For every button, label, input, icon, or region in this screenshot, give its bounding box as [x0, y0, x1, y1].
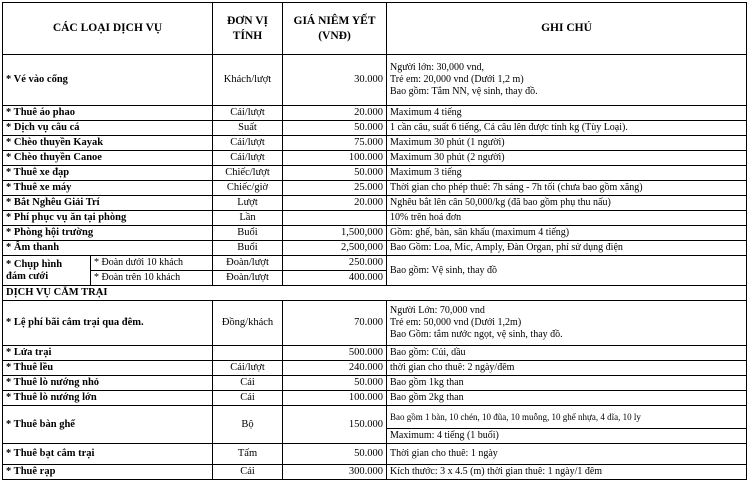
table-row	[3, 166, 747, 181]
unit-cell: Cái/lượt	[213, 106, 283, 121]
unit-cell: Chiếc/lượt	[213, 166, 283, 181]
price-cell: 500.000	[283, 346, 387, 361]
unit-cell: Lượt	[213, 196, 283, 211]
price-cell: 70.000	[283, 301, 387, 346]
unit-cell: Cái	[213, 376, 283, 391]
service-name: * Thuê áo phao	[3, 106, 213, 121]
service-name: * Lệ phí bãi cắm trại qua đêm.	[3, 301, 213, 346]
wedding-photo-name	[3, 256, 91, 286]
price-cell: 250.000	[283, 256, 387, 271]
note-cell: Nghêu bắt lên cân 50,000/kg (đã bao gồm phụ thu nấu)	[387, 196, 747, 211]
unit-cell: Chiếc/giờ	[213, 181, 283, 196]
table-row	[3, 121, 747, 136]
section-title: DỊCH VỤ CẮM TRẠI	[3, 286, 747, 301]
header-note: GHI CHÚ	[387, 3, 747, 55]
note-cell: Maximum 4 tiếng	[387, 106, 747, 121]
service-name: * Chèo thuyền Kayak	[3, 136, 213, 151]
table-row	[3, 181, 747, 196]
service-name: * Âm thanh	[3, 241, 213, 256]
note-cell: Gồm: ghế, bàn, sân khấu (maximum 4 tiếng)	[387, 226, 747, 241]
price-cell: 100.000	[283, 151, 387, 166]
service-name: * Dịch vụ câu cá	[3, 121, 213, 136]
note-cell: Maximum 30 phút (1 người)	[387, 136, 747, 151]
section-row	[3, 286, 747, 301]
table-row	[3, 406, 747, 429]
unit-cell: Cái/lượt	[213, 151, 283, 166]
price-table	[2, 2, 747, 480]
note-cell: Kích thước: 3 x 4.5 (m) thời gian thuê: 1 ngày/1 đêm	[387, 465, 747, 480]
table-row	[3, 241, 747, 256]
table-row	[3, 301, 747, 346]
note-cell: Bao gồm 1 bàn, 10 chén, 10 đũa, 10 muỗng, 10 ghế nhựa, 4 dĩa, 10 ly	[387, 406, 747, 429]
price-cell: 50.000	[283, 444, 387, 465]
note-cell: Thời gian cho thuê: 1 ngày	[387, 444, 747, 465]
service-name: * Chèo thuyền Canoe	[3, 151, 213, 166]
service-name: * Thuê xe máy	[3, 181, 213, 196]
unit-cell: Cái/lượt	[213, 136, 283, 151]
wedding-option: * Đoàn trên 10 khách	[91, 271, 213, 286]
price-cell: 50.000	[283, 166, 387, 181]
price-cell: 400.000	[283, 271, 387, 286]
service-name: * Thuê lều	[3, 361, 213, 376]
unit-cell	[213, 346, 283, 361]
service-name: * Thuê bạt cắm trại	[3, 444, 213, 465]
service-name: * Phí phục vụ ăn tại phòng	[3, 211, 213, 226]
table-row	[3, 226, 747, 241]
table-row	[3, 211, 747, 226]
unit-cell: Cái	[213, 391, 283, 406]
table-row	[3, 391, 747, 406]
price-cell: 300.000	[283, 465, 387, 480]
price-cell: 100.000	[283, 391, 387, 406]
unit-cell: Tấm	[213, 444, 283, 465]
note-line: Bao Gồm: tắm nước ngọt, vệ sinh, thay đồ.	[390, 329, 563, 340]
note-line: Trẻ em: 20,000 vnd (Dưới 1,2 m)	[390, 74, 524, 85]
service-name: * Thuê bàn ghế	[3, 406, 213, 444]
unit-cell: Đoàn/lượt	[213, 256, 283, 271]
price-cell: 2,500,000	[283, 241, 387, 256]
table-row	[3, 465, 747, 480]
table-row	[3, 361, 747, 376]
note-cell: 10% trên hoá đơn	[387, 211, 747, 226]
note-cell: Bao gồm 2kg than	[387, 391, 747, 406]
note-cell: Bao gồm 1kg than	[387, 376, 747, 391]
price-cell: 50.000	[283, 376, 387, 391]
note-cell: Bao Gồm: Loa, Mic, Amply, Đàn Organ, phí sử dụng điện	[387, 241, 747, 256]
note-cell: Maximum 3 tiếng	[387, 166, 747, 181]
price-cell: 30.000	[283, 55, 387, 106]
unit-cell: Lần	[213, 211, 283, 226]
price-cell: 20.000	[283, 106, 387, 121]
service-name: * Vé vào cổng	[3, 55, 213, 106]
price-cell: 75.000	[283, 136, 387, 151]
unit-cell: Suất	[213, 121, 283, 136]
unit-cell: Đoàn/lượt	[213, 271, 283, 286]
unit-cell: Cái/lượt	[213, 361, 283, 376]
unit-cell: Buổi	[213, 241, 283, 256]
price-cell: 50.000	[283, 121, 387, 136]
price-cell	[283, 211, 387, 226]
table-row	[3, 55, 747, 106]
note-line: Trẻ em: 50,000 vnd (Dưới 1,2m)	[390, 317, 522, 328]
header-price: GIÁ NIÊM YẾT (VNĐ)	[283, 3, 387, 55]
wedding-option: * Đoàn dưới 10 khách	[91, 256, 213, 271]
service-name: * Bắt Nghêu Giải Trí	[3, 196, 213, 211]
table-row	[3, 106, 747, 121]
service-name: * Lửa trại	[3, 346, 213, 361]
service-name: * Thuê rạp	[3, 465, 213, 480]
note-cell: Bao gồm: Vệ sinh, thay đồ	[387, 256, 747, 286]
service-name: * Thuê lò nướng lớn	[3, 391, 213, 406]
note-cell	[387, 55, 747, 106]
unit-cell: Cái	[213, 465, 283, 480]
service-name: * Phòng hội trường	[3, 226, 213, 241]
table-row	[3, 136, 747, 151]
unit-cell: Đồng/khách	[213, 301, 283, 346]
table-row	[3, 256, 747, 271]
note-cell: 1 cần câu, suất 6 tiếng, Cá câu lên được tính kg (Tùy Loại).	[387, 121, 747, 136]
wedding-name-line: đám cưới	[6, 270, 49, 282]
table-row	[3, 151, 747, 166]
note-cell	[387, 301, 747, 346]
unit-cell: Khách/lượt	[213, 55, 283, 106]
note-cell: Maximum: 4 tiếng (1 buổi)	[387, 429, 747, 444]
wedding-name-line: * Chụp hình	[6, 258, 63, 270]
note-line: Bao gồm: Tắm NN, vệ sinh, thay đồ.	[390, 86, 538, 97]
note-cell: Maximum 30 phút (2 người)	[387, 151, 747, 166]
header-unit: ĐƠN VỊ TÍNH	[213, 3, 283, 55]
header-service: CÁC LOẠI DỊCH VỤ	[3, 3, 213, 55]
unit-cell: Buổi	[213, 226, 283, 241]
price-cell: 20.000	[283, 196, 387, 211]
note-cell: thời gian cho thuê: 2 ngày/đêm	[387, 361, 747, 376]
table-row	[3, 376, 747, 391]
note-cell: Bao gồm: Củi, dầu	[387, 346, 747, 361]
note-cell: Thời gian cho phép thuê: 7h sáng - 7h tối (chưa bao gồm xăng)	[387, 181, 747, 196]
table-row	[3, 346, 747, 361]
price-cell: 240.000	[283, 361, 387, 376]
note-line: Người lớn: 30,000 vnd,	[390, 62, 485, 73]
service-name: * Thuê xe đạp	[3, 166, 213, 181]
header-row	[3, 3, 747, 55]
price-cell: 25.000	[283, 181, 387, 196]
service-name: * Thuê lò nướng nhỏ	[3, 376, 213, 391]
unit-cell: Bộ	[213, 406, 283, 444]
price-cell: 1,500,000	[283, 226, 387, 241]
table-row	[3, 196, 747, 211]
table-row	[3, 444, 747, 465]
price-cell: 150.000	[283, 406, 387, 444]
note-line: Người Lớn: 70,000 vnd	[390, 305, 485, 316]
